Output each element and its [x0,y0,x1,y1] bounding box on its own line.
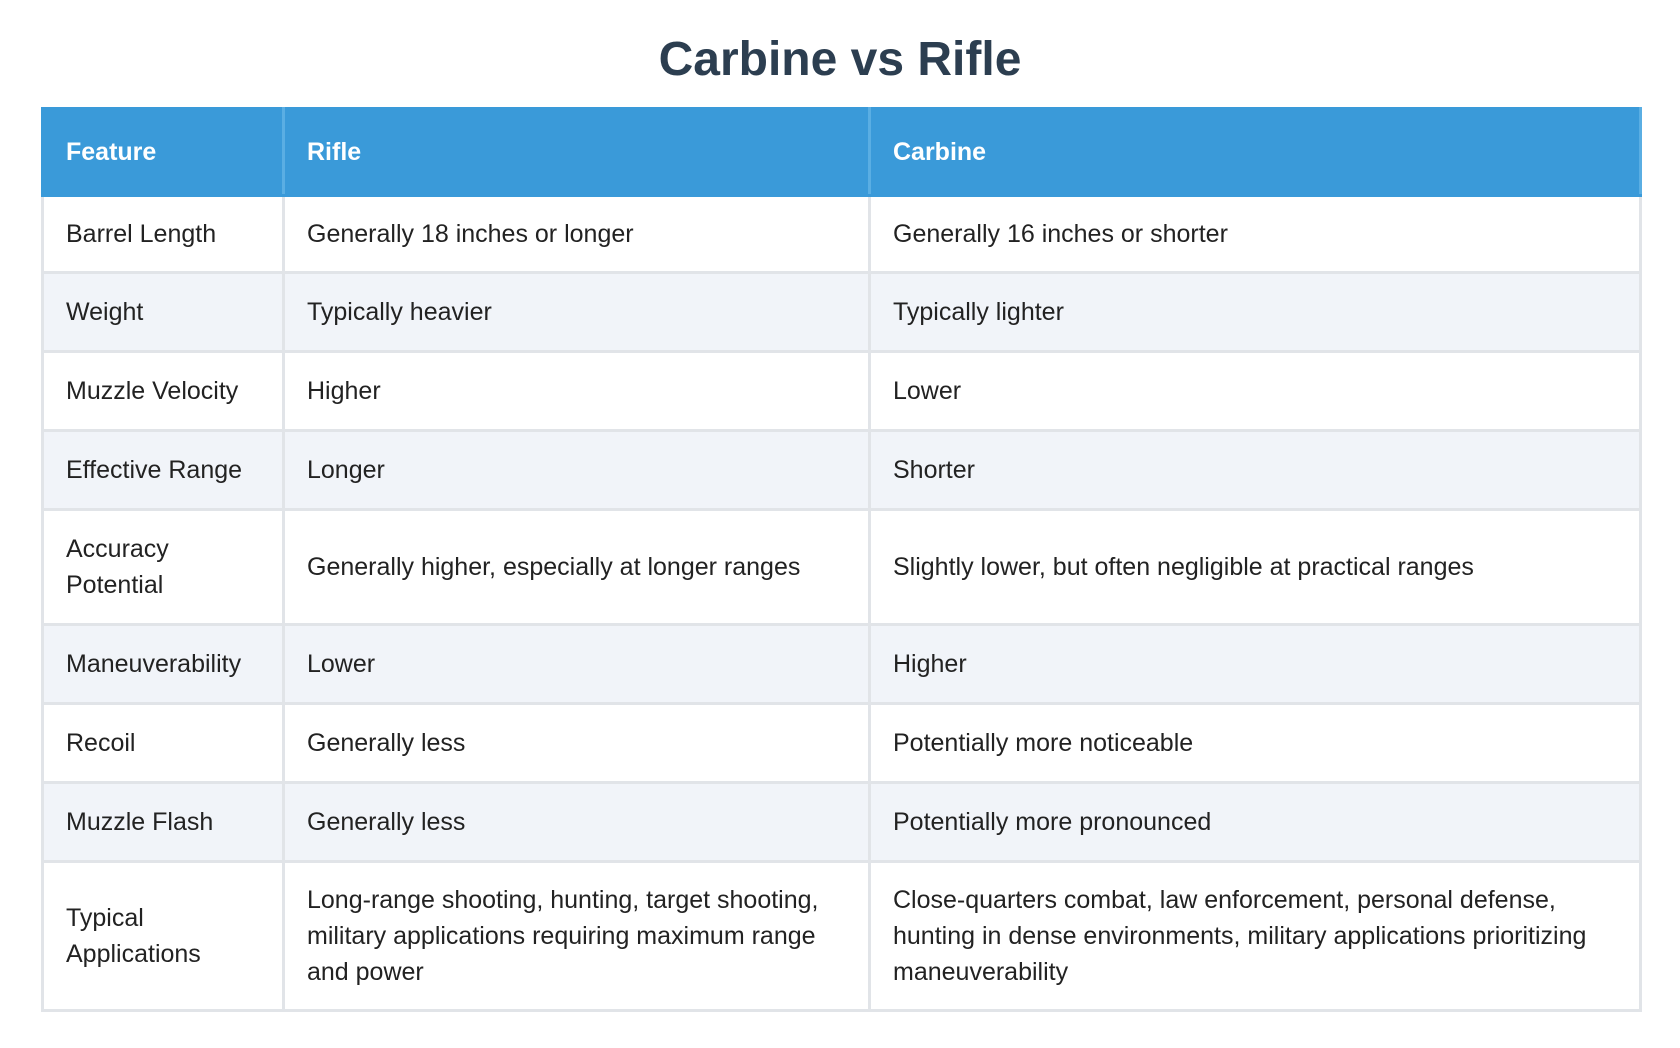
carbine-cell: Potentially more noticeable [870,704,1641,783]
table-row [43,510,1641,625]
carbine-cell: Slightly lower, but often negligible at practical ranges [870,510,1641,625]
header-feature: Feature [43,109,284,196]
feature-cell: Recoil [43,704,284,783]
table-row [43,273,1641,352]
feature-cell: Weight [43,273,284,352]
table-row [43,352,1641,431]
rifle-cell: Typically heavier [284,273,870,352]
rifle-cell: Longer [284,431,870,510]
page-title: Carbine vs Rifle [658,33,1022,86]
carbine-cell: Generally 16 inches or shorter [870,196,1641,273]
rifle-cell: Generally less [284,704,870,783]
rifle-cell: Generally less [284,783,870,862]
table-row [43,625,1641,704]
carbine-cell: Lower [870,352,1641,431]
feature-cell: Accuracy Potential [43,510,284,625]
table-row [43,783,1641,862]
table-row [43,862,1641,1011]
header-rifle: Rifle [284,109,870,196]
table-row [43,704,1641,783]
feature-cell: Maneuverability [43,625,284,704]
carbine-cell: Typically lighter [870,273,1641,352]
feature-cell: Barrel Length [43,196,284,273]
rifle-cell: Lower [284,625,870,704]
rifle-cell: Generally higher, especially at longer ranges [284,510,870,625]
comparison-table [41,107,1642,1012]
table-row [43,431,1641,510]
feature-cell: Muzzle Velocity [43,352,284,431]
rifle-cell: Higher [284,352,870,431]
feature-cell: Muzzle Flash [43,783,284,862]
feature-cell: Effective Range [43,431,284,510]
carbine-cell: Potentially more pronounced [870,783,1641,862]
rifle-cell: Long-range shooting, hunting, target shooting, military applications requiring maximum range and power [284,862,870,1011]
table-header-row [43,109,1641,196]
carbine-cell: Shorter [870,431,1641,510]
feature-cell: Typical Applications [43,862,284,1011]
header-carbine: Carbine [870,109,1641,196]
carbine-cell: Close-quarters combat, law enforcement, personal defense, hunting in dense environments, military applications prioritizing maneuverability [870,862,1641,1011]
table-row [43,196,1641,273]
rifle-cell: Generally 18 inches or longer [284,196,870,273]
carbine-cell: Higher [870,625,1641,704]
